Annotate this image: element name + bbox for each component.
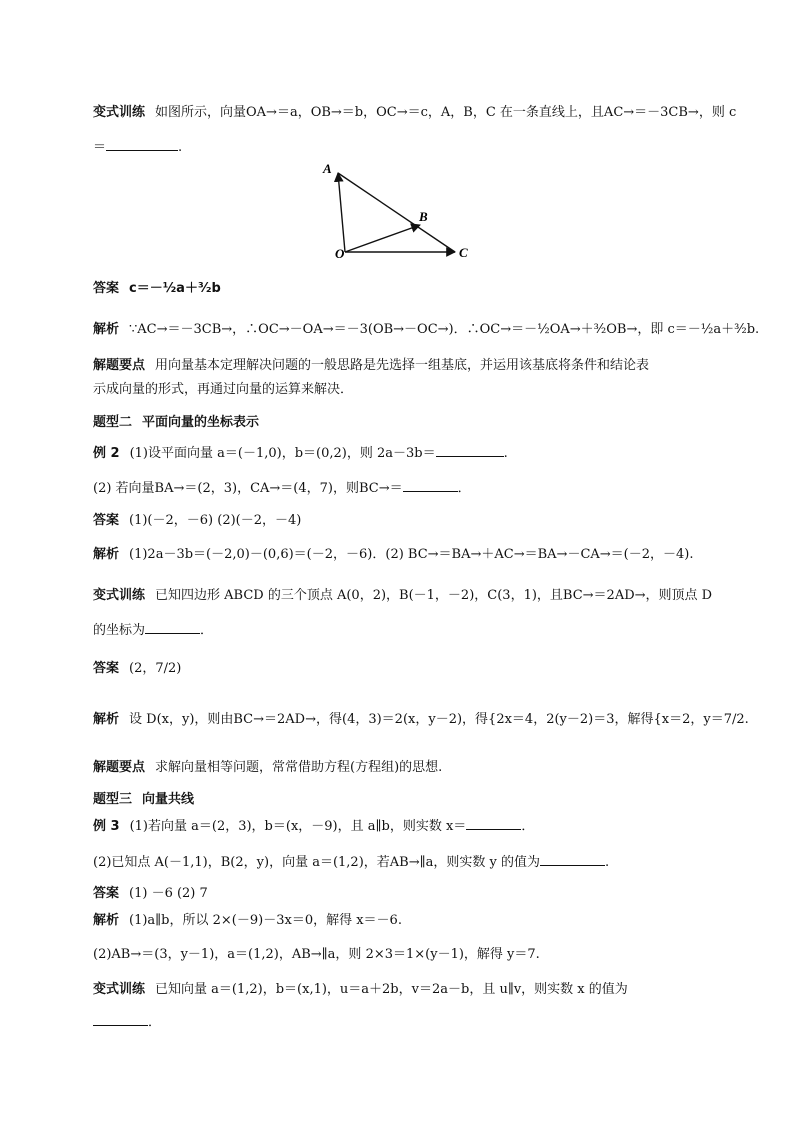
point-label-o: O (335, 246, 345, 261)
answer-blank (540, 852, 605, 866)
line-text: 已知四边形 ABCD 的三个顶点 A(0，2)，B(－1，－2)，C(3，1)，且BC→＝2AD→，则顶点 D (155, 588, 713, 603)
section-label: 例 3 (93, 819, 120, 834)
answer-3 (93, 660, 703, 678)
example-2-part-2: (2) 若向量BA→＝(2，3)，CA→＝(4，7)，则BC→＝ ． (93, 478, 703, 498)
point-label-c: C (459, 245, 468, 260)
answer-blank (436, 443, 504, 457)
variant-exercise-2 (93, 587, 713, 605)
section-label: 答案 (93, 886, 120, 901)
line-text: 已知向量 a＝(1,2)，b＝(x,1)，u＝a＋2b，v＝2a－b，且 u∥v，则实数 x 的值为 (155, 982, 628, 997)
example-3-part-1: 例 3 (1)若向量 a＝(2，3)，b＝(x，－9)，且 a∥b，则实数 x＝ ． (93, 816, 703, 836)
line-text: 用向量基本定理解决问题的一般思路是先选择一组基底，并运用该基底将条件和结论表 (155, 358, 650, 373)
line-text: 如图所示，向量OA→＝a，OB→＝b，OC→＝c，A，B，C 在一条直线上，且AC→＝－3CB→，则 c (155, 105, 737, 120)
topic-3-heading (93, 791, 703, 809)
analysis-4-part-2 (93, 946, 703, 964)
line-text: (1)(－2，－6) (2)(－2，－4) (129, 513, 302, 528)
line-text: (1)设平面向量 a＝(－1,0)，b＝(0,2)，则 2a－3b＝ (129, 446, 436, 461)
line-text: (1)a∥b，所以 2×(－9)－3x＝0，解得 x＝－6. (129, 913, 402, 928)
analysis-4-part-1 (93, 912, 703, 930)
section-label: 解析 (93, 913, 120, 928)
line-text: 向量共线 (142, 792, 195, 807)
section-label: 例 2 (93, 446, 120, 461)
variant-exercise-1-cont: ＝ . (93, 137, 703, 157)
answer-2 (93, 512, 703, 530)
answer-1 (93, 280, 703, 298)
answer-blank (106, 137, 178, 151)
line-text: (2，7/2) (129, 661, 182, 676)
line-text: 设 D(x，y)，则由BC→＝2AD→，得(4，3)＝2(x，y－2)，得{2x＝4，2(y－2)＝3，解得{x＝2，y＝7/2. (129, 712, 749, 727)
line-ac (338, 173, 455, 252)
line-text: (2)AB→＝(3，y－1)，a＝(1,2)，AB→∥a，则 2×3＝1×(y－1)，解得 y＝7. (93, 947, 540, 962)
line-text: 求解向量相等问题，常常借助方程(方程组)的思想. (155, 760, 443, 775)
answer-blank (93, 1012, 148, 1026)
section-label: 解题要点 (93, 358, 146, 373)
line-text: 示成向量的形式，再通过向量的运算来解决． (93, 382, 354, 397)
line-text: ＝ (93, 140, 107, 155)
line-text: (1) －6 (2) 7 (129, 886, 208, 901)
analysis-2 (93, 546, 703, 564)
section-label: 题型三 (93, 792, 133, 807)
example-2-part-1: 例 2 (1)设平面向量 a＝(－1,0)，b＝(0,2)，则 2a－3b＝ . (93, 443, 703, 463)
line-text: (2) 若向量BA→＝(2，3)，CA→＝(4，7)，则BC→＝ (93, 481, 403, 496)
answer-blank (403, 478, 458, 492)
line-text: 的坐标为 (93, 623, 146, 638)
line-text: (2)已知点 A(－1,1)，B(2，y)，向量 a＝(1,2)，若AB→∥a，则实数 y 的值为 (93, 855, 540, 870)
variant-exercise-3 (93, 981, 703, 999)
section-label: 解析 (93, 712, 120, 727)
section-label: 答案 (93, 281, 120, 296)
line-text: 平面向量的坐标表示 (142, 415, 260, 430)
key-point-1 (93, 357, 703, 375)
line-text: ∵AC→＝－3CB→，∴OC→－OA→＝－3(OB→－OC→)．∴OC→＝－½OA→＋³⁄₂OB→，即 c＝－½a＋³⁄₂b. (129, 322, 760, 337)
point-label-a: A (323, 161, 332, 176)
vector-ob (345, 225, 420, 252)
point-label-b: B (419, 209, 428, 224)
answer-blank (466, 816, 521, 830)
answer-4 (93, 885, 703, 903)
section-label: 解析 (93, 547, 120, 562)
section-label: 解析 (93, 322, 120, 337)
key-point-2 (93, 759, 703, 777)
example-3-part-2: (2)已知点 A(－1,1)，B(2，y)，向量 a＝(1,2)，若AB→∥a，则实数 y 的值为 . (93, 852, 703, 872)
section-label: 解题要点 (93, 760, 146, 775)
variant-exercise-1 (93, 104, 737, 122)
analysis-1 (93, 321, 760, 339)
vector-figure (318, 155, 478, 265)
vector-oa (338, 173, 345, 252)
section-label: 题型二 (93, 415, 133, 430)
line-text: c＝－½a＋³⁄₂b (129, 281, 221, 296)
answer-blank (145, 620, 200, 634)
variant-exercise-2-cont: 的坐标为 ． (93, 620, 703, 640)
section-label: 答案 (93, 661, 120, 676)
analysis-3 (93, 711, 749, 729)
variant-exercise-3-cont: ． (93, 1012, 703, 1032)
key-point-1-cont (93, 381, 703, 399)
topic-2-heading (93, 414, 703, 432)
section-label: 变式训练 (93, 588, 146, 603)
line-text: (1)2a－3b＝(－2,0)－(0,6)＝(－2，－6)．(2) BC→＝BA→＋AC→＝BA→－CA→＝(－2，－4). (129, 547, 694, 562)
line-text: (1)若向量 a＝(2，3)，b＝(x，－9)，且 a∥b，则实数 x＝ (129, 819, 467, 834)
section-label: 答案 (93, 513, 120, 528)
section-label: 变式训练 (93, 105, 146, 120)
section-label: 变式训练 (93, 982, 146, 997)
